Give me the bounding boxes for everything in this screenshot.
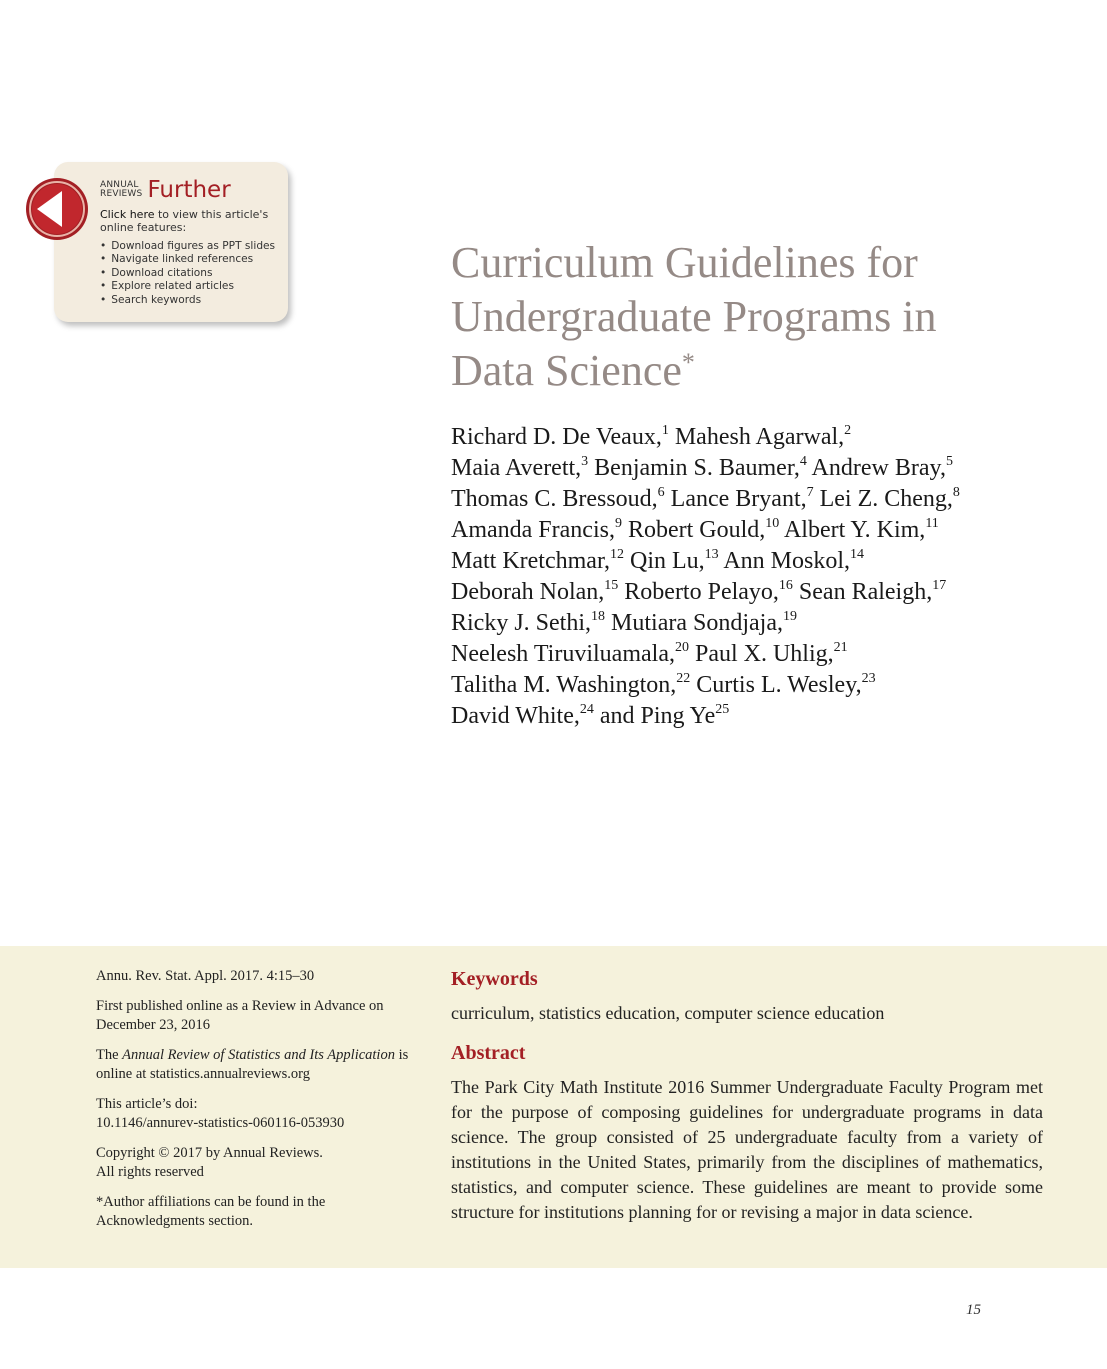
title-line: Curriculum Guidelines for	[451, 238, 918, 287]
further-feature-list	[100, 240, 275, 307]
author-name: Ricky J. Sethi,	[451, 610, 592, 636]
affiliation-number: 23	[861, 671, 876, 686]
affiliation-number: 1	[661, 423, 669, 438]
article-metadata	[96, 967, 416, 1242]
author-line	[451, 608, 1071, 639]
feature-item[interactable]: • Download figures as PPT slides	[100, 240, 275, 253]
abstract-heading: Abstract	[451, 1042, 526, 1064]
journal-name: Annual Review of Statistics and Its Application	[122, 1047, 395, 1063]
affiliation-number: 17	[932, 578, 947, 593]
author-name: Lei Z. Cheng,	[813, 486, 953, 512]
page-number: 15	[966, 1302, 981, 1318]
affiliation-number: 9	[614, 516, 622, 531]
affiliation-number: 7	[806, 485, 814, 500]
keywords-heading: Keywords	[451, 968, 538, 990]
further-header	[100, 178, 231, 202]
author-name: Andrew Bray,	[806, 455, 946, 481]
affiliation-number: 25	[715, 702, 730, 717]
affiliation-number: 22	[676, 671, 691, 686]
keywords-text: curriculum, statistics education, computer science education	[451, 1003, 885, 1023]
affiliation-number: 20	[674, 640, 689, 655]
affiliation-number: 16	[778, 578, 793, 593]
author-name: Thomas C. Bressoud,	[451, 486, 658, 512]
affiliation-number: 15	[604, 578, 619, 593]
author-line	[451, 670, 1071, 701]
copyright	[96, 1144, 416, 1182]
author-name: Richard D. De Veaux,	[451, 424, 662, 450]
affiliation-number: 3	[581, 454, 589, 469]
click-here-rest: to view this article's online features:	[100, 208, 269, 234]
logo-line-1: ANNUAL	[100, 180, 139, 190]
feature-item[interactable]: • Download citations	[100, 267, 275, 280]
affiliation-number: 24	[579, 702, 594, 717]
author-name: David White,	[451, 703, 580, 729]
logo-line-2: REVIEWS	[100, 189, 143, 199]
title-footnote-mark: *	[681, 348, 695, 377]
journal-info	[96, 1046, 416, 1084]
affiliations-note: *Author affiliations can be found in the Acknowledgments section.	[96, 1194, 326, 1229]
author-name: Mutiara Sondjaja,	[605, 610, 783, 636]
author-name: and Ping Ye	[593, 703, 716, 729]
affiliation-number: 18	[591, 609, 606, 624]
citation: Annu. Rev. Stat. Appl. 2017. 4:15–30	[96, 968, 315, 984]
author-name: Maia Averett,	[451, 455, 582, 481]
abstract-text: The Park City Math Institute 2016 Summer Undergraduate Faculty Program met for the purpose of composing guidelines for undergraduate programs in data science. The group consisted of 25 undergraduate faculty from a variety of institutions in the United States, primarily from the disciplines of mathematics, statistics, and computer science. These guidelines are meant to provide some structure for institutions planning for or revising a major in data science.	[451, 1077, 1043, 1222]
author-line	[451, 701, 1071, 732]
published-date: First published online as a Review in Advance on December 23, 2016	[96, 998, 384, 1033]
affiliation-number: 10	[765, 516, 780, 531]
author-line	[451, 453, 1071, 484]
author-line	[451, 639, 1071, 670]
affiliation-number: 2	[844, 423, 852, 438]
further-click-text	[100, 208, 280, 234]
author-name: Qin Lu,	[623, 548, 705, 574]
title-line	[451, 344, 1051, 398]
copyright-line-2: All rights reserved	[96, 1164, 204, 1180]
author-line	[451, 546, 1071, 577]
further-title: Further	[147, 177, 231, 203]
author-name: Roberto Pelayo,	[618, 579, 779, 605]
author-name: Neelesh Tiruviluamala,	[451, 641, 675, 667]
annual-reviews-logo	[100, 181, 142, 202]
doi-link[interactable]: 10.1146/annurev-statistics-060116-053930	[96, 1115, 345, 1131]
affiliation-number: 14	[850, 547, 865, 562]
click-here-link[interactable]: Click here	[100, 208, 155, 221]
title-line-text: Undergraduate Programs in	[451, 292, 937, 341]
affiliation-number: 4	[799, 454, 807, 469]
author-name: Paul X. Uhlig,	[688, 641, 834, 667]
affiliation-number: 8	[952, 485, 960, 500]
author-line	[451, 484, 1071, 515]
feature-item[interactable]: • Explore related articles	[100, 280, 275, 293]
author-name: Mahesh Agarwal,	[668, 424, 845, 450]
affiliation-number: 13	[704, 547, 719, 562]
author-line	[451, 515, 1071, 546]
doi-label: This article’s doi:	[96, 1096, 198, 1112]
feature-item[interactable]: • Search keywords	[100, 294, 275, 307]
affiliation-number: 12	[609, 547, 624, 562]
title-line-text: Data Science	[451, 346, 682, 395]
title-line	[451, 290, 1051, 344]
affiliation-number: 21	[833, 640, 848, 655]
affiliation-number: 11	[925, 516, 939, 531]
author-name: Albert Y. Kim,	[779, 517, 926, 543]
copyright-line-1: Copyright © 2017 by Annual Reviews.	[96, 1145, 323, 1161]
author-name: Matt Kretchmar,	[451, 548, 610, 574]
journal-pre: The	[96, 1047, 123, 1063]
affiliation-number: 19	[782, 609, 797, 624]
author-list	[451, 422, 1071, 732]
author-name: Deborah Nolan,	[451, 579, 605, 605]
author-name: Benjamin S. Baumer,	[588, 455, 800, 481]
author-name: Amanda Francis,	[451, 517, 615, 543]
author-name: Curtis L. Wesley,	[690, 672, 862, 698]
doi-block	[96, 1095, 416, 1133]
journal-post: is online at statistics.annualreviews.org	[96, 1047, 409, 1082]
author-name: Ann Moskol,	[718, 548, 851, 574]
author-line	[451, 422, 1071, 453]
author-name: Talitha M. Washington,	[451, 672, 677, 698]
author-line	[451, 577, 1071, 608]
author-name: Sean Raleigh,	[792, 579, 933, 605]
feature-item[interactable]: • Navigate linked references	[100, 253, 275, 266]
affiliation-number: 6	[657, 485, 665, 500]
affiliation-number: 5	[945, 454, 953, 469]
author-name: Lance Bryant,	[664, 486, 807, 512]
article-title	[451, 236, 1051, 398]
further-arrow-icon[interactable]	[25, 177, 89, 241]
author-name: Robert Gould,	[621, 517, 766, 543]
